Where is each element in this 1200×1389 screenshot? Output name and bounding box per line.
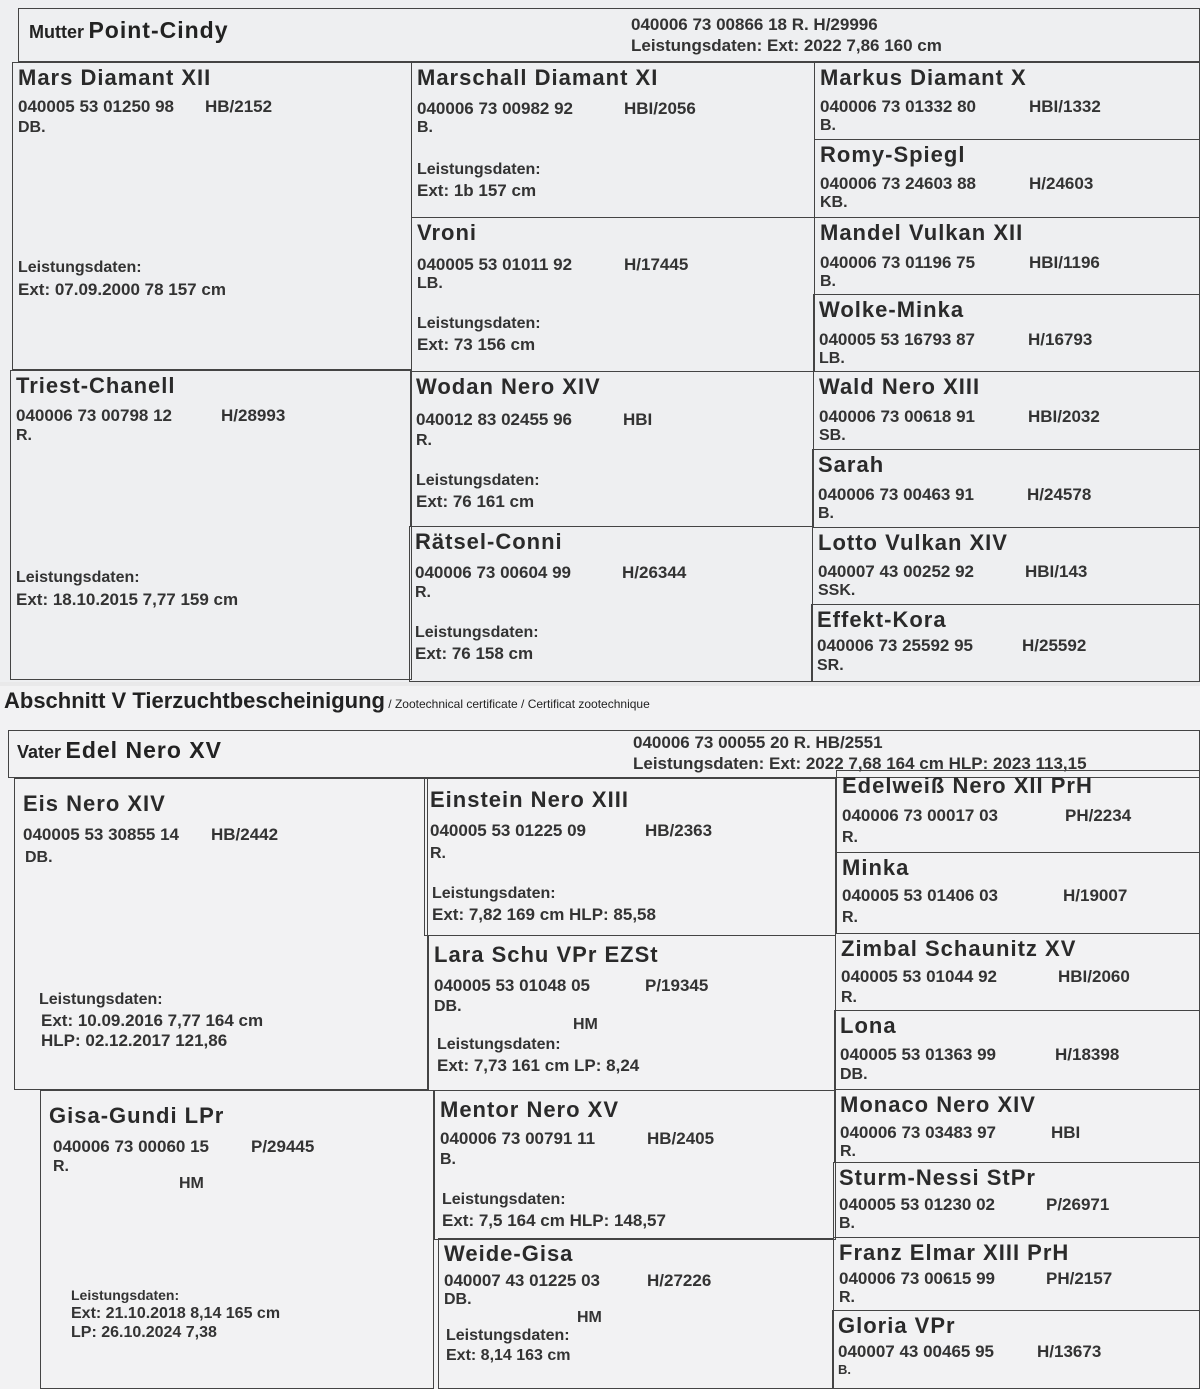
registration-number: 040007 43 00465 95 (838, 1342, 994, 1361)
color-code: DB. (840, 1066, 868, 1083)
mother-gen2-card-1 (411, 62, 815, 218)
hm-mark: HM (179, 1175, 204, 1192)
father-gen3-card-5 (834, 1089, 1200, 1163)
herdbook-number: PH/2234 (1065, 806, 1132, 825)
animal-name: Gloria VPr (838, 1313, 956, 1338)
color-code: DB. (444, 1291, 472, 1308)
animal-name: Romy-Spiegl (820, 142, 966, 167)
mother-gen2-card-4 (409, 526, 813, 682)
animal-name: Mentor Nero XV (440, 1097, 620, 1122)
animal-name: Lotto Vulkan XIV (818, 530, 1008, 555)
registration-number: 040006 73 03483 97 (840, 1123, 996, 1142)
color-code: KB. (820, 194, 848, 211)
mother-gen3-card-3 (814, 217, 1200, 295)
registration-number: 040007 43 00252 92 (818, 562, 974, 581)
registration-number: 040006 73 25592 95 (817, 636, 973, 655)
animal-name: Lona (840, 1013, 897, 1038)
animal-name: Rätsel-Conni (415, 529, 563, 554)
mother-gen3-card-8 (811, 604, 1200, 682)
color-code: R. (415, 584, 431, 601)
herdbook-number: P/26971 (1046, 1195, 1110, 1214)
color-code: DB. (434, 998, 462, 1015)
hm-mark: HM (577, 1309, 602, 1326)
father-gen2-card-3 (434, 1090, 836, 1240)
mother-header (18, 8, 1200, 62)
herdbook-number: H/17445 (624, 255, 689, 274)
performance-data: Ext: 21.10.2018 8,14 165 cm (71, 1305, 281, 1322)
animal-name: Marschall Diamant XI (417, 65, 659, 90)
registration-number: 040005 53 16793 87 (819, 330, 975, 349)
section-title: Abschnitt V Tierzuchtbescheinigung (4, 688, 385, 713)
color-code: B. (820, 273, 836, 290)
hm-mark: HM (573, 1016, 598, 1033)
animal-name: Weide-Gisa (444, 1241, 574, 1266)
mother-gen2-card-2 (411, 217, 815, 372)
color-code: R. (839, 1289, 855, 1306)
herdbook-number: HB/2442 (211, 825, 279, 844)
herdbook-number: P/29445 (251, 1137, 315, 1156)
registration-number: 040005 53 01363 99 (840, 1045, 996, 1064)
herdbook-number: HB/2363 (645, 821, 713, 840)
registration-number: 040006 73 00604 99 (415, 563, 571, 582)
registration-number: 040012 83 02455 96 (416, 410, 572, 429)
color-code: DB. (25, 849, 53, 866)
father-gen3-card-6 (833, 1162, 1200, 1238)
animal-name: Monaco Nero XIV (840, 1092, 1036, 1117)
registration-number: 040005 53 01225 09 (430, 821, 586, 840)
registration-number: 040006 73 01196 75 (820, 253, 976, 272)
father-gen3-card-1 (836, 770, 1200, 853)
herdbook-number: HBI/1332 (1029, 97, 1101, 116)
animal-name: Sarah (818, 452, 885, 477)
animal-name: Edelweiß Nero XII PrH (842, 773, 1093, 798)
herdbook-number: H/13673 (1037, 1342, 1102, 1361)
father-reg-line: 040006 73 00055 20 R. HB/2551 (633, 733, 883, 752)
animal-name: Mandel Vulkan XII (820, 220, 1024, 245)
color-code: B. (818, 505, 834, 522)
registration-number: 040007 43 01225 03 (444, 1271, 600, 1290)
mother-dam-card (10, 370, 412, 680)
color-code: DB. (18, 119, 46, 136)
herdbook-number: H/18398 (1055, 1045, 1120, 1064)
performance-label: Leistungsdaten: (39, 991, 163, 1008)
animal-name: Mars Diamant XII (18, 65, 212, 90)
color-code: R. (430, 845, 446, 862)
herdbook-number: HBI/2032 (1028, 407, 1100, 426)
color-code: R. (416, 432, 432, 449)
color-code: R. (842, 909, 858, 926)
color-code: SSK. (818, 582, 856, 599)
mother-gen3-card-7 (812, 527, 1200, 605)
registration-number: 040005 53 01044 92 (841, 967, 997, 986)
herdbook-number: P/19345 (645, 976, 709, 995)
herdbook-number: H/19007 (1063, 886, 1128, 905)
performance-label: Leistungsdaten: (432, 885, 556, 902)
father-perf-line: Leistungsdaten: Ext: 2022 7,68 164 cm HLP: 2023 113,15 (633, 754, 1087, 773)
herdbook-number: H/28993 (221, 406, 286, 425)
mother-reg-line: 040006 73 00866 18 R. H/29996 (631, 15, 878, 34)
color-code: B. (839, 1215, 855, 1232)
color-code: SB. (819, 427, 846, 444)
mother-gen3-card-6 (812, 449, 1200, 528)
color-code: LB. (819, 350, 845, 367)
animal-name: Gisa-Gundi LPr (49, 1103, 225, 1128)
father-gen2-card-2 (428, 935, 836, 1091)
father-gen2-card-4 (438, 1238, 834, 1389)
herdbook-number: H/25592 (1022, 636, 1087, 655)
performance-label: Leistungsdaten: (446, 1327, 570, 1344)
mother-sire-card (12, 62, 412, 370)
performance-label: Leistungsdaten: (416, 472, 540, 489)
registration-number: 040006 73 00791 11 (440, 1129, 596, 1148)
performance-data: Ext: 76 158 cm (415, 644, 534, 663)
animal-name: Franz Elmar XIII PrH (839, 1240, 1070, 1265)
performance-label: Leistungsdaten: (415, 624, 539, 641)
father-gen3-card-3 (835, 933, 1200, 1011)
section-subtitle: / Zootechnical certificate / Certificat zootechnique (384, 697, 650, 711)
performance-data-2: HLP: 02.12.2017 121,86 (41, 1031, 228, 1050)
herdbook-number: HB/2405 (647, 1129, 715, 1148)
registration-number: 040005 53 01048 05 (434, 976, 590, 995)
color-code: B. (838, 1362, 851, 1377)
herdbook-number: HBI/1196 (1029, 253, 1100, 272)
father-gen3-card-8 (832, 1310, 1200, 1389)
performance-label: Leistungsdaten: (417, 161, 541, 178)
mother-perf-line: Leistungsdaten: Ext: 2022 7,86 160 cm (631, 36, 942, 55)
mother-gen2-card-3 (410, 371, 814, 527)
registration-number: 040005 53 01406 03 (842, 886, 998, 905)
color-code: B. (820, 117, 836, 134)
animal-name: Eis Nero XIV (23, 791, 166, 816)
color-code: R. (841, 989, 857, 1006)
performance-label: Leistungsdaten: (437, 1036, 561, 1053)
registration-number: 040006 73 00615 99 (839, 1269, 995, 1288)
herdbook-number: HBI/143 (1025, 562, 1088, 581)
registration-number: 040006 73 01332 80 (820, 97, 976, 116)
herdbook-number: H/24578 (1027, 485, 1092, 504)
animal-name: Triest-Chanell (16, 373, 176, 398)
animal-name: Zimbal Schaunitz XV (841, 936, 1077, 961)
mother-name: Point-Cindy (88, 17, 229, 43)
registration-number: 040005 53 30855 14 (23, 825, 179, 844)
performance-data: Ext: 76 161 cm (416, 492, 535, 511)
mother-gen3-card-2 (814, 139, 1200, 218)
registration-number: 040006 73 00060 15 (53, 1137, 209, 1156)
mother-gen3-card-1 (814, 62, 1200, 140)
herdbook-number: HBI/2060 (1058, 967, 1130, 986)
father-pedigree-sheet (0, 686, 1200, 1389)
herdbook-number: HBI/2056 (624, 99, 696, 118)
performance-data-2: LP: 26.10.2024 7,38 (71, 1324, 217, 1341)
animal-name: Sturm-Nessi StPr (839, 1165, 1036, 1190)
father-dam-card (40, 1090, 434, 1389)
performance-data: Ext: 8,14 163 cm (446, 1347, 571, 1364)
herdbook-number: HB/2152 (205, 97, 273, 116)
performance-data: Ext: 1b 157 cm (417, 181, 537, 200)
animal-name: Wald Nero XIII (819, 374, 981, 399)
herdbook-number: H/24603 (1029, 174, 1094, 193)
registration-number: 040005 53 01230 02 (839, 1195, 995, 1214)
mother-label: Mutter (29, 22, 84, 42)
registration-number: 040005 53 01250 98 (18, 97, 174, 116)
registration-number: 040006 73 00463 91 (818, 485, 974, 504)
father-gen2-card-1 (424, 778, 836, 936)
father-gen3-card-2 (836, 852, 1200, 934)
color-code: SR. (817, 657, 844, 674)
father-gen3-card-4 (834, 1010, 1200, 1090)
animal-name: Einstein Nero XIII (430, 787, 629, 812)
animal-name: Effekt-Kora (817, 607, 947, 632)
registration-number: 040006 73 00982 92 (417, 99, 573, 118)
registration-number: 040006 73 24603 88 (820, 174, 976, 193)
performance-label: Leistungsdaten: (71, 1287, 180, 1303)
mother-gen3-card-4 (813, 294, 1200, 372)
performance-data: Ext: 7,73 161 cm LP: 8,24 (437, 1056, 640, 1075)
performance-label: Leistungsdaten: (18, 259, 142, 276)
performance-data: Ext: 7,82 169 cm HLP: 85,58 (432, 905, 656, 924)
mother-gen3-card-5 (813, 371, 1200, 450)
performance-data: Ext: 73 156 cm (417, 335, 536, 354)
herdbook-number: PH/2157 (1046, 1269, 1113, 1288)
registration-number: 040006 73 00798 12 (16, 406, 172, 425)
animal-name: Wolke-Minka (819, 297, 965, 322)
performance-data: Ext: 07.09.2000 78 157 cm (18, 280, 226, 299)
performance-label: Leistungsdaten: (442, 1191, 566, 1208)
color-code: R. (842, 829, 858, 846)
color-code: R. (16, 427, 32, 444)
color-code: LB. (417, 275, 443, 292)
performance-data: Ext: 10.09.2016 7,77 164 cm (41, 1011, 264, 1030)
animal-name: Wodan Nero XIV (416, 374, 601, 399)
herdbook-number: HBI (623, 410, 653, 429)
herdbook-number: H/16793 (1028, 330, 1093, 349)
father-sire-card (14, 778, 428, 1090)
registration-number: 040006 73 00618 91 (819, 407, 975, 426)
animal-name: Vroni (417, 220, 478, 245)
father-gen3-card-7 (833, 1237, 1200, 1311)
father-label: Vater (17, 742, 62, 762)
color-code: B. (440, 1151, 456, 1168)
herdbook-number: H/26344 (622, 563, 687, 582)
animal-name: Minka (842, 855, 910, 880)
performance-data: Ext: 7,5 164 cm HLP: 148,57 (442, 1211, 666, 1230)
performance-data: Ext: 18.10.2015 7,77 159 cm (16, 590, 239, 609)
father-name: Edel Nero XV (65, 737, 222, 763)
color-code: R. (53, 1158, 69, 1175)
registration-number: 040005 53 01011 92 (417, 255, 573, 274)
herdbook-number: H/27226 (647, 1271, 712, 1290)
animal-name: Lara Schu VPr EZSt (434, 942, 659, 967)
animal-name: Markus Diamant X (820, 65, 1027, 90)
performance-label: Leistungsdaten: (417, 315, 541, 332)
registration-number: 040006 73 00017 03 (842, 806, 998, 825)
color-code: B. (417, 119, 433, 136)
mother-pedigree-sheet (0, 0, 1200, 682)
performance-label: Leistungsdaten: (16, 569, 140, 586)
section-heading (4, 688, 650, 714)
herdbook-number: HBI (1051, 1123, 1081, 1142)
color-code: R. (840, 1143, 856, 1160)
